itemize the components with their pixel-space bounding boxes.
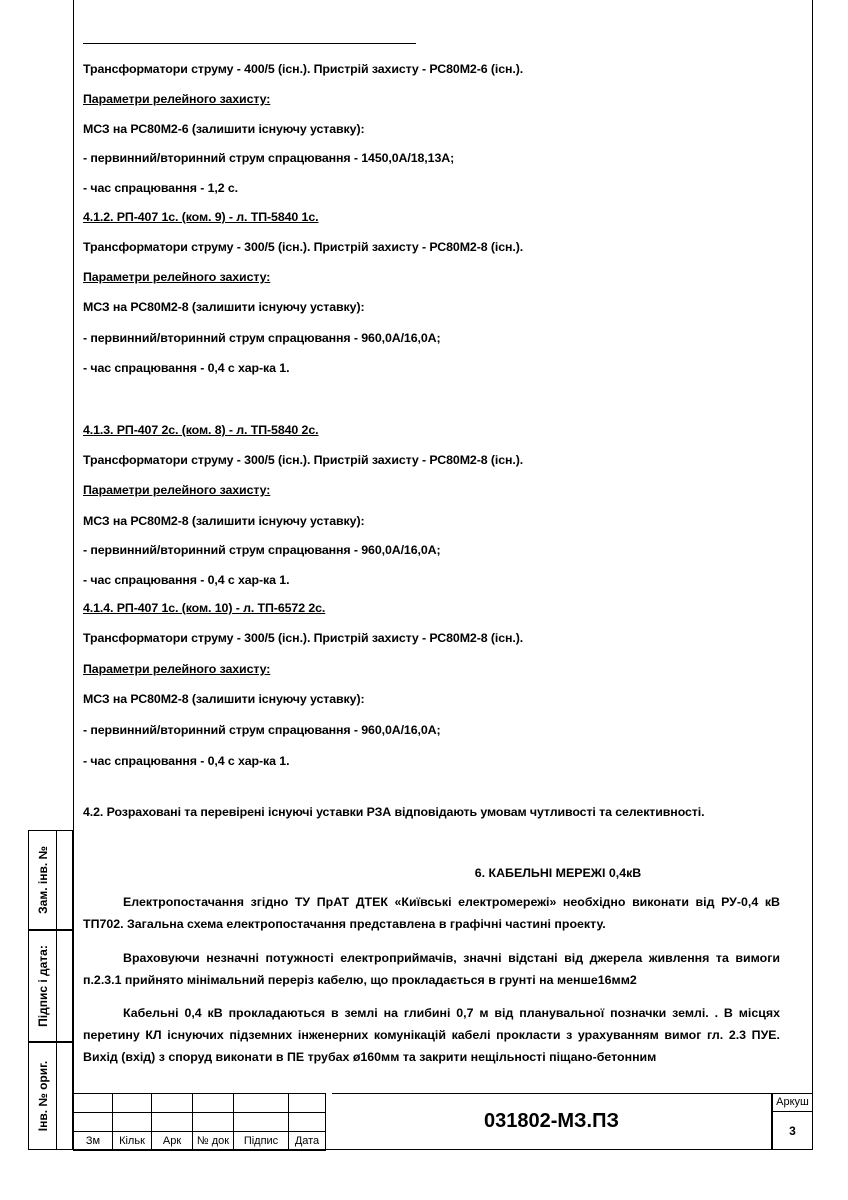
top-rule xyxy=(83,43,416,44)
side-stamp-signature-date xyxy=(28,930,73,1042)
text-line: - первинний/вторинний струм спрацювання - 960,0А/16,0А; xyxy=(83,723,441,737)
stamp-header: № док xyxy=(193,1132,234,1151)
subsection-title: 4.1.3. РП-407 2с. (ком. 8) - л. ТП-5840 2с. xyxy=(83,423,319,437)
text-line: - час спрацювання - 0,4 с хар-ка 1. xyxy=(83,754,290,768)
text-line: Трансформатори струму - 300/5 (існ.). Пристрій захисту - РС80М2-8 (існ.). xyxy=(83,631,524,645)
subsection-title: 4.1.2. РП-407 1с. (ком. 9) - л. ТП-5840 1с. xyxy=(83,210,319,224)
text-line: - час спрацювання - 0,4 с хар-ка 1. xyxy=(83,573,290,587)
document-code: 031802-МЗ.ПЗ xyxy=(332,1093,772,1150)
stamp-header: Арк xyxy=(152,1132,193,1151)
text-line: Трансформатори струму - 300/5 (існ.). Пристрій захисту - РС80М2-8 (існ.). xyxy=(83,453,524,467)
text-line: МСЗ на РС80М2-6 (залишити існуючу уставку): xyxy=(83,122,365,136)
side-label: Інв. № ориг. xyxy=(35,1060,50,1132)
text-line: МСЗ на РС80М2-8 (залишити існуючу уставку): xyxy=(83,300,365,314)
paragraph: Враховуючи незначні потужності електроприймачів, значні відстані від джерела живлення та вимоги п.2.3.1 прийнято мінімальний переріз кабелю, що прокладається в грунті на менше16мм2 xyxy=(83,951,780,987)
section-heading: 6. КАБЕЛЬНІ МЕРЕЖІ 0,4кВ xyxy=(474,866,642,880)
paragraph: Електропостачання згідно ТУ ПрАТ ДТЕК «Київські електромережі» необхідно виконати від РУ-0,4 кВ ТП702. Загальна схема електропостачання представлена в графічні частині проекту. xyxy=(83,895,780,931)
stamp-header: Зм xyxy=(74,1132,113,1151)
title-block-table xyxy=(73,1093,326,1151)
text-line: Трансформатори струму - 400/5 (існ.). Пристрій захисту - РС80М2-6 (існ.). xyxy=(83,62,524,76)
text-line: - первинний/вторинний струм спрацювання - 960,0А/16,0А; xyxy=(83,331,441,345)
text-line: - час спрацювання - 0,4 с хар-ка 1. xyxy=(83,361,290,375)
text-line: - час спрацювання - 1,2 с. xyxy=(83,181,238,195)
sheet-label: Аркуш xyxy=(773,1094,812,1112)
text-line-underlined: Параметри релейного захисту: xyxy=(83,662,271,676)
side-stamp-orig-inv xyxy=(28,1042,73,1150)
side-stamp-replaced-inv xyxy=(28,830,73,930)
stamp-header: Підпис xyxy=(234,1132,289,1151)
text-line: МСЗ на РС80М2-8 (залишити існуючу уставку): xyxy=(83,514,365,528)
text-line: - первинний/вторинний струм спрацювання - 1450,0А/18,13А; xyxy=(83,151,455,165)
paragraph: Кабельні 0,4 кВ прокладаються в землі на глибині 0,7 м від планувальної позначки землі. . В місцях перетину КЛ існуючих підземних інженерних комунікацій кабелі прокласти з урахуванням вимог гл. 2.3 ПУЕ. Вихід (вхід) з споруд виконати в ПЕ трубах ø160мм та закрити нещільності піщано-бетонним xyxy=(83,1006,780,1064)
side-label: Підпис і дата: xyxy=(35,945,50,1027)
text-line-underlined: Параметри релейного захисту: xyxy=(83,270,271,284)
stamp-header: Дата xyxy=(289,1132,326,1151)
text-line: Трансформатори струму - 300/5 (існ.). Пристрій захисту - РС80М2-8 (існ.). xyxy=(83,240,524,254)
text-line: - первинний/вторинний струм спрацювання - 960,0А/16,0А; xyxy=(83,543,441,557)
text-line: 4.2. Розраховані та перевірені існуючі уставки РЗА відповідають умовам чутливості та селективності. xyxy=(83,805,705,819)
sheet-number: 3 xyxy=(789,1124,796,1138)
subsection-title: 4.1.4. РП-407 1с. (ком. 10) - л. ТП-6572 2с. xyxy=(83,601,326,615)
sheet-box xyxy=(772,1093,813,1150)
side-label: Зам. інв. № xyxy=(35,846,50,914)
text-line-underlined: Параметри релейного захисту: xyxy=(83,483,271,497)
text-line-underlined: Параметри релейного захисту: xyxy=(83,92,271,106)
text-line: МСЗ на РС80М2-8 (залишити існуючу уставку): xyxy=(83,692,365,706)
stamp-header: Кільк xyxy=(113,1132,152,1151)
